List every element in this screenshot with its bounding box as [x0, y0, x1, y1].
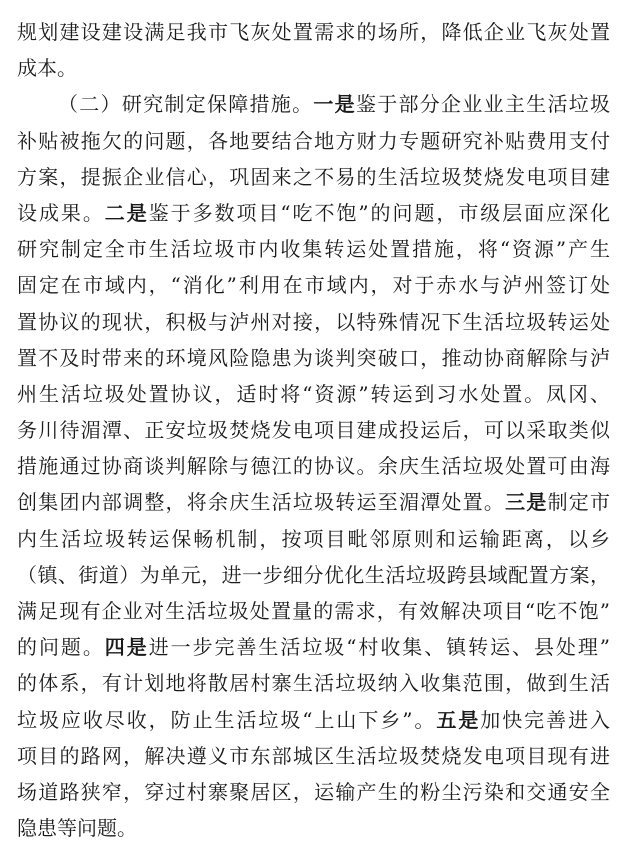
text-line [17, 702, 610, 738]
text-line [17, 304, 610, 340]
text-run: 务川待湄潭、正安垃圾焚烧发电项目建成投运后，可以采取类似 [17, 418, 610, 443]
text-line [17, 159, 610, 195]
section-heading: （二）研究制定保障措施。 [58, 92, 314, 117]
text-run: 州生活垃圾处置协议，适时将“资源”转运到习水处置。凤冈、 [17, 381, 610, 406]
text-line [17, 195, 610, 231]
text-line [17, 86, 610, 122]
text-line [17, 629, 610, 665]
text-run: 固定在市域内，“消化”利用在市域内，对于赤水与泸州签订处 [17, 273, 610, 298]
text-line [17, 593, 610, 629]
text-run: 场道路狭窄，穿过村寨聚居区，运输产生的粉尘污染和交通安全 [17, 779, 610, 804]
text-line [17, 412, 610, 448]
text-run: 措施通过协商谈判解除与德江的协议。余庆生活垃圾处置可由海 [17, 454, 610, 479]
text-run: 置协议的现状，积极与泸州对接，以特殊情况下生活垃圾转运处 [17, 309, 610, 334]
text-run: 满足现有企业对生活垃圾处置量的需求，有效解决项目“吃不饱” [17, 599, 610, 623]
text-line [17, 50, 610, 86]
text-line [17, 665, 610, 701]
paragraph-continuation [17, 14, 610, 86]
paragraph-section-two [17, 86, 610, 846]
point-three-label: 三是 [505, 490, 548, 515]
point-five-label: 五是 [436, 707, 481, 732]
text-line [17, 774, 610, 810]
text-run: 规划建设建设满足我市飞灰处置需求的场所，降低企业飞灰处置 [17, 20, 610, 44]
text-line [17, 123, 610, 159]
text-line [17, 267, 610, 303]
text-line [17, 810, 610, 846]
text-run: 置不及时带来的环境风险隐患为谈判突破口，推动协商解除与泸 [17, 345, 610, 370]
text-run: 的体系，有计划地将散居村寨生活垃圾纳入收集范围，做到生活 [17, 671, 610, 696]
text-line [17, 448, 610, 484]
text-line [17, 340, 610, 376]
point-one-label: 一是 [313, 92, 356, 117]
text-run: 制定市 [547, 490, 610, 515]
text-run: （镇、街道）为单元，进一步细分优化生活垃圾跨县域配置方案， [17, 562, 610, 587]
text-run: 隐患等问题。 [17, 816, 137, 841]
text-line [17, 484, 610, 520]
point-two-label: 二是 [104, 200, 149, 225]
text-run: 的问题。 [17, 635, 105, 660]
text-run: 补贴被拖欠的问题，各地要结合地方财力专题研究补贴费用支付 [17, 128, 610, 153]
text-run: 研究制定全市生活垃圾市内收集转运处置措施，将“资源”产生 [17, 237, 610, 262]
text-run: 成本。 [17, 56, 77, 81]
text-line [17, 231, 610, 267]
text-line [17, 14, 610, 50]
text-run: 进一步完善生活垃圾“村收集、镇转运、县处理” [148, 635, 610, 660]
text-run: 方案，提振企业信心，巩固来之不易的生活垃圾焚烧发电项目建 [17, 164, 610, 189]
text-run: 项目的路网，解决遵义市东部城区生活垃圾焚烧发电项目现有进 [17, 743, 610, 768]
text-run: 创集团内部调整，将余庆生活垃圾转运至湄潭处置。 [17, 490, 506, 515]
text-run: 垃圾应收尽收，防止生活垃圾“上山下乡”。 [17, 707, 437, 732]
text-line [17, 738, 610, 774]
point-four-label: 四是 [104, 635, 149, 660]
text-line [17, 521, 610, 557]
text-line [17, 376, 610, 412]
text-line [17, 557, 610, 593]
text-run: 鉴于多数项目“吃不饱”的问题，市级层面应深化 [148, 200, 610, 225]
text-run: 设成果。 [17, 200, 105, 225]
text-run: 鉴于部分企业业主生活垃圾 [355, 92, 610, 117]
text-run: 加快完善进入 [480, 707, 610, 732]
text-run: 内生活垃圾转运保畅机制，按项目毗邻原则和运输距离，以乡 [17, 526, 610, 551]
document-page [17, 14, 610, 846]
